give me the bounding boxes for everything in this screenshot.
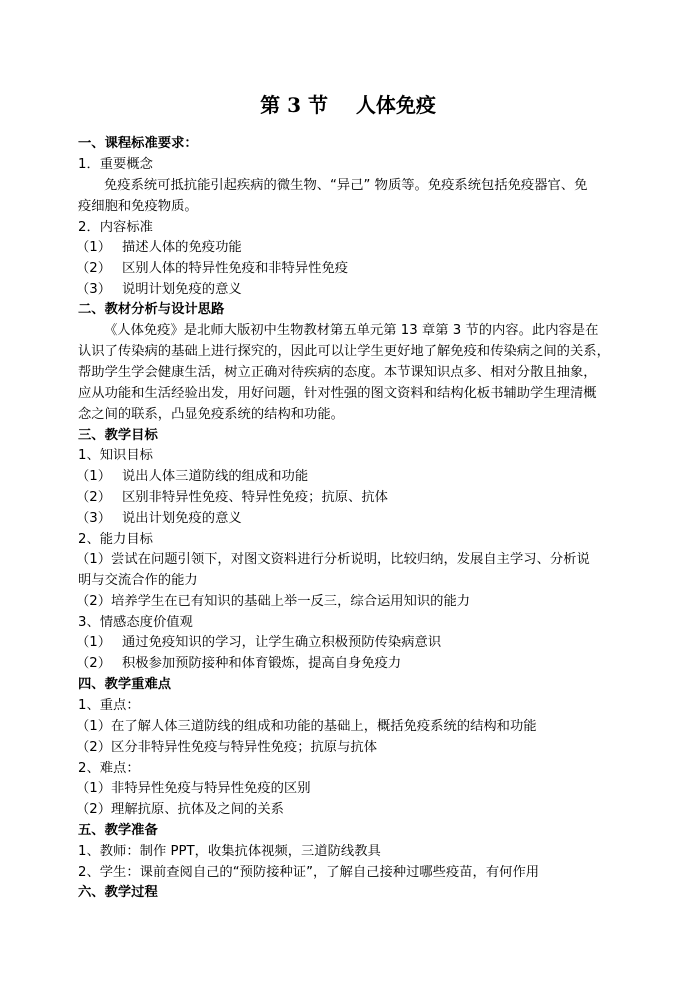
- list-item-number: （3）: [76, 282, 112, 297]
- list-item-number: （1）: [76, 469, 112, 484]
- subheading-attitude: 3、情感态度价值观: [78, 615, 193, 630]
- list-item: [76, 239, 242, 257]
- subheading-difficulties: 2、难点：: [78, 761, 140, 776]
- paragraph-line: 《人体免疫》是北师大版初中生物教材第五单元第 13 章第 3 节的内容。此内容是在: [104, 323, 599, 338]
- subheading-ability: 2、能力目标: [78, 532, 153, 547]
- paragraph-line: 明与交流合作的能力: [78, 573, 198, 588]
- page-title: 第 3 节 人体免疫: [260, 93, 436, 117]
- paragraph-line: （1）非特异性免疫与特异性免疫的区别: [76, 781, 311, 796]
- list-item-text: 积极参加预防接种和体育锻炼，提高自身免疫力: [122, 656, 402, 671]
- list-item-number: （2）: [76, 490, 112, 505]
- paragraph-line: 念之间的联系，凸显免疫系统的结构和功能。: [78, 407, 344, 422]
- paragraph-line: 认识了传染病的基础上进行探究的，因此可以让学生更好地了解免疫和传染病之间的关系，: [78, 344, 610, 359]
- list-item: [76, 510, 242, 528]
- paragraph-line: 帮助学生学会健康生活，树立正确对待疾病的态度。本节课知识点多、相对分散且抽象，: [78, 365, 597, 380]
- paragraph-line: （1）尝试在问题引领下，对图文资料进行分析说明，比较归纳，发展自主学习、分析说: [76, 552, 590, 567]
- list-item-number: （1）: [76, 240, 112, 255]
- section-heading-3: 三、教学目标: [78, 428, 158, 443]
- section-heading-2: 二、教材分析与设计思路: [78, 302, 225, 317]
- subheading-key-points: 1、重点：: [78, 698, 140, 713]
- list-item-text: 区别非特异性免疫、特异性免疫；抗原、抗体: [122, 490, 388, 505]
- subheading-content-standard: 2．内容标准: [78, 220, 153, 235]
- section-heading-1: 一、课程标准要求：: [78, 136, 198, 151]
- section-heading-6: 六、教学过程: [78, 885, 158, 900]
- list-item-number: （3）: [76, 511, 112, 526]
- paragraph-line: （2）区分非特异性免疫与特异性免疫；抗原与抗体: [76, 740, 377, 755]
- list-item-number: （2）: [76, 261, 112, 276]
- paragraph-line: （1）在了解人体三道防线的组成和功能的基础上，概括免疫系统的结构和功能: [76, 719, 537, 734]
- paragraph-line: 2、学生：课前查阅自己的“预防接种证”，了解自己接种过哪些疫苗，有何作用: [78, 865, 540, 880]
- list-item-number: （2）: [76, 656, 112, 671]
- list-item: [76, 489, 388, 507]
- section-heading-5: 五、教学准备: [78, 823, 158, 838]
- list-item-text: 区别人体的特异性免疫和非特异性免疫: [122, 261, 349, 276]
- paragraph-line: 应从功能和生活经验出发，用好问题，针对性强的图文资料和结构化板书辅助学生理清概: [78, 386, 597, 401]
- paragraph-concept-line2: 疫细胞和免疫物质。: [78, 199, 198, 214]
- paragraph-line: （2）理解抗原、抗体及之间的关系: [76, 802, 284, 817]
- list-item: [76, 260, 348, 278]
- subheading-important-concept: 1．重要概念: [78, 157, 153, 172]
- paragraph-line: （2）培养学生在已有知识的基础上举一反三，综合运用知识的能力: [76, 594, 471, 609]
- list-item-text: 说出人体三道防线的组成和功能: [122, 469, 309, 484]
- list-item-text: 说明计划免疫的意义: [122, 282, 242, 297]
- list-item-number: （1）: [76, 635, 112, 650]
- section-heading-4: 四、教学重难点: [78, 677, 172, 692]
- list-item: [76, 634, 441, 652]
- list-item: [76, 655, 401, 673]
- paragraph-concept-line1: 免疫系统可抵抗能引起疾病的微生物、“异己” 物质等。免疫系统包括免疫器官、免: [104, 178, 588, 193]
- subheading-knowledge: 1、知识目标: [78, 448, 153, 463]
- list-item: [76, 281, 242, 299]
- list-item-text: 通过免疫知识的学习，让学生确立积极预防传染病意识: [122, 635, 442, 650]
- list-item-text: 说出计划免疫的意义: [122, 511, 242, 526]
- list-item-text: 描述人体的免疫功能: [122, 240, 242, 255]
- list-item: [76, 468, 308, 486]
- paragraph-line: 1、教师：制作 PPT，收集抗体视频，三道防线教具: [78, 844, 381, 859]
